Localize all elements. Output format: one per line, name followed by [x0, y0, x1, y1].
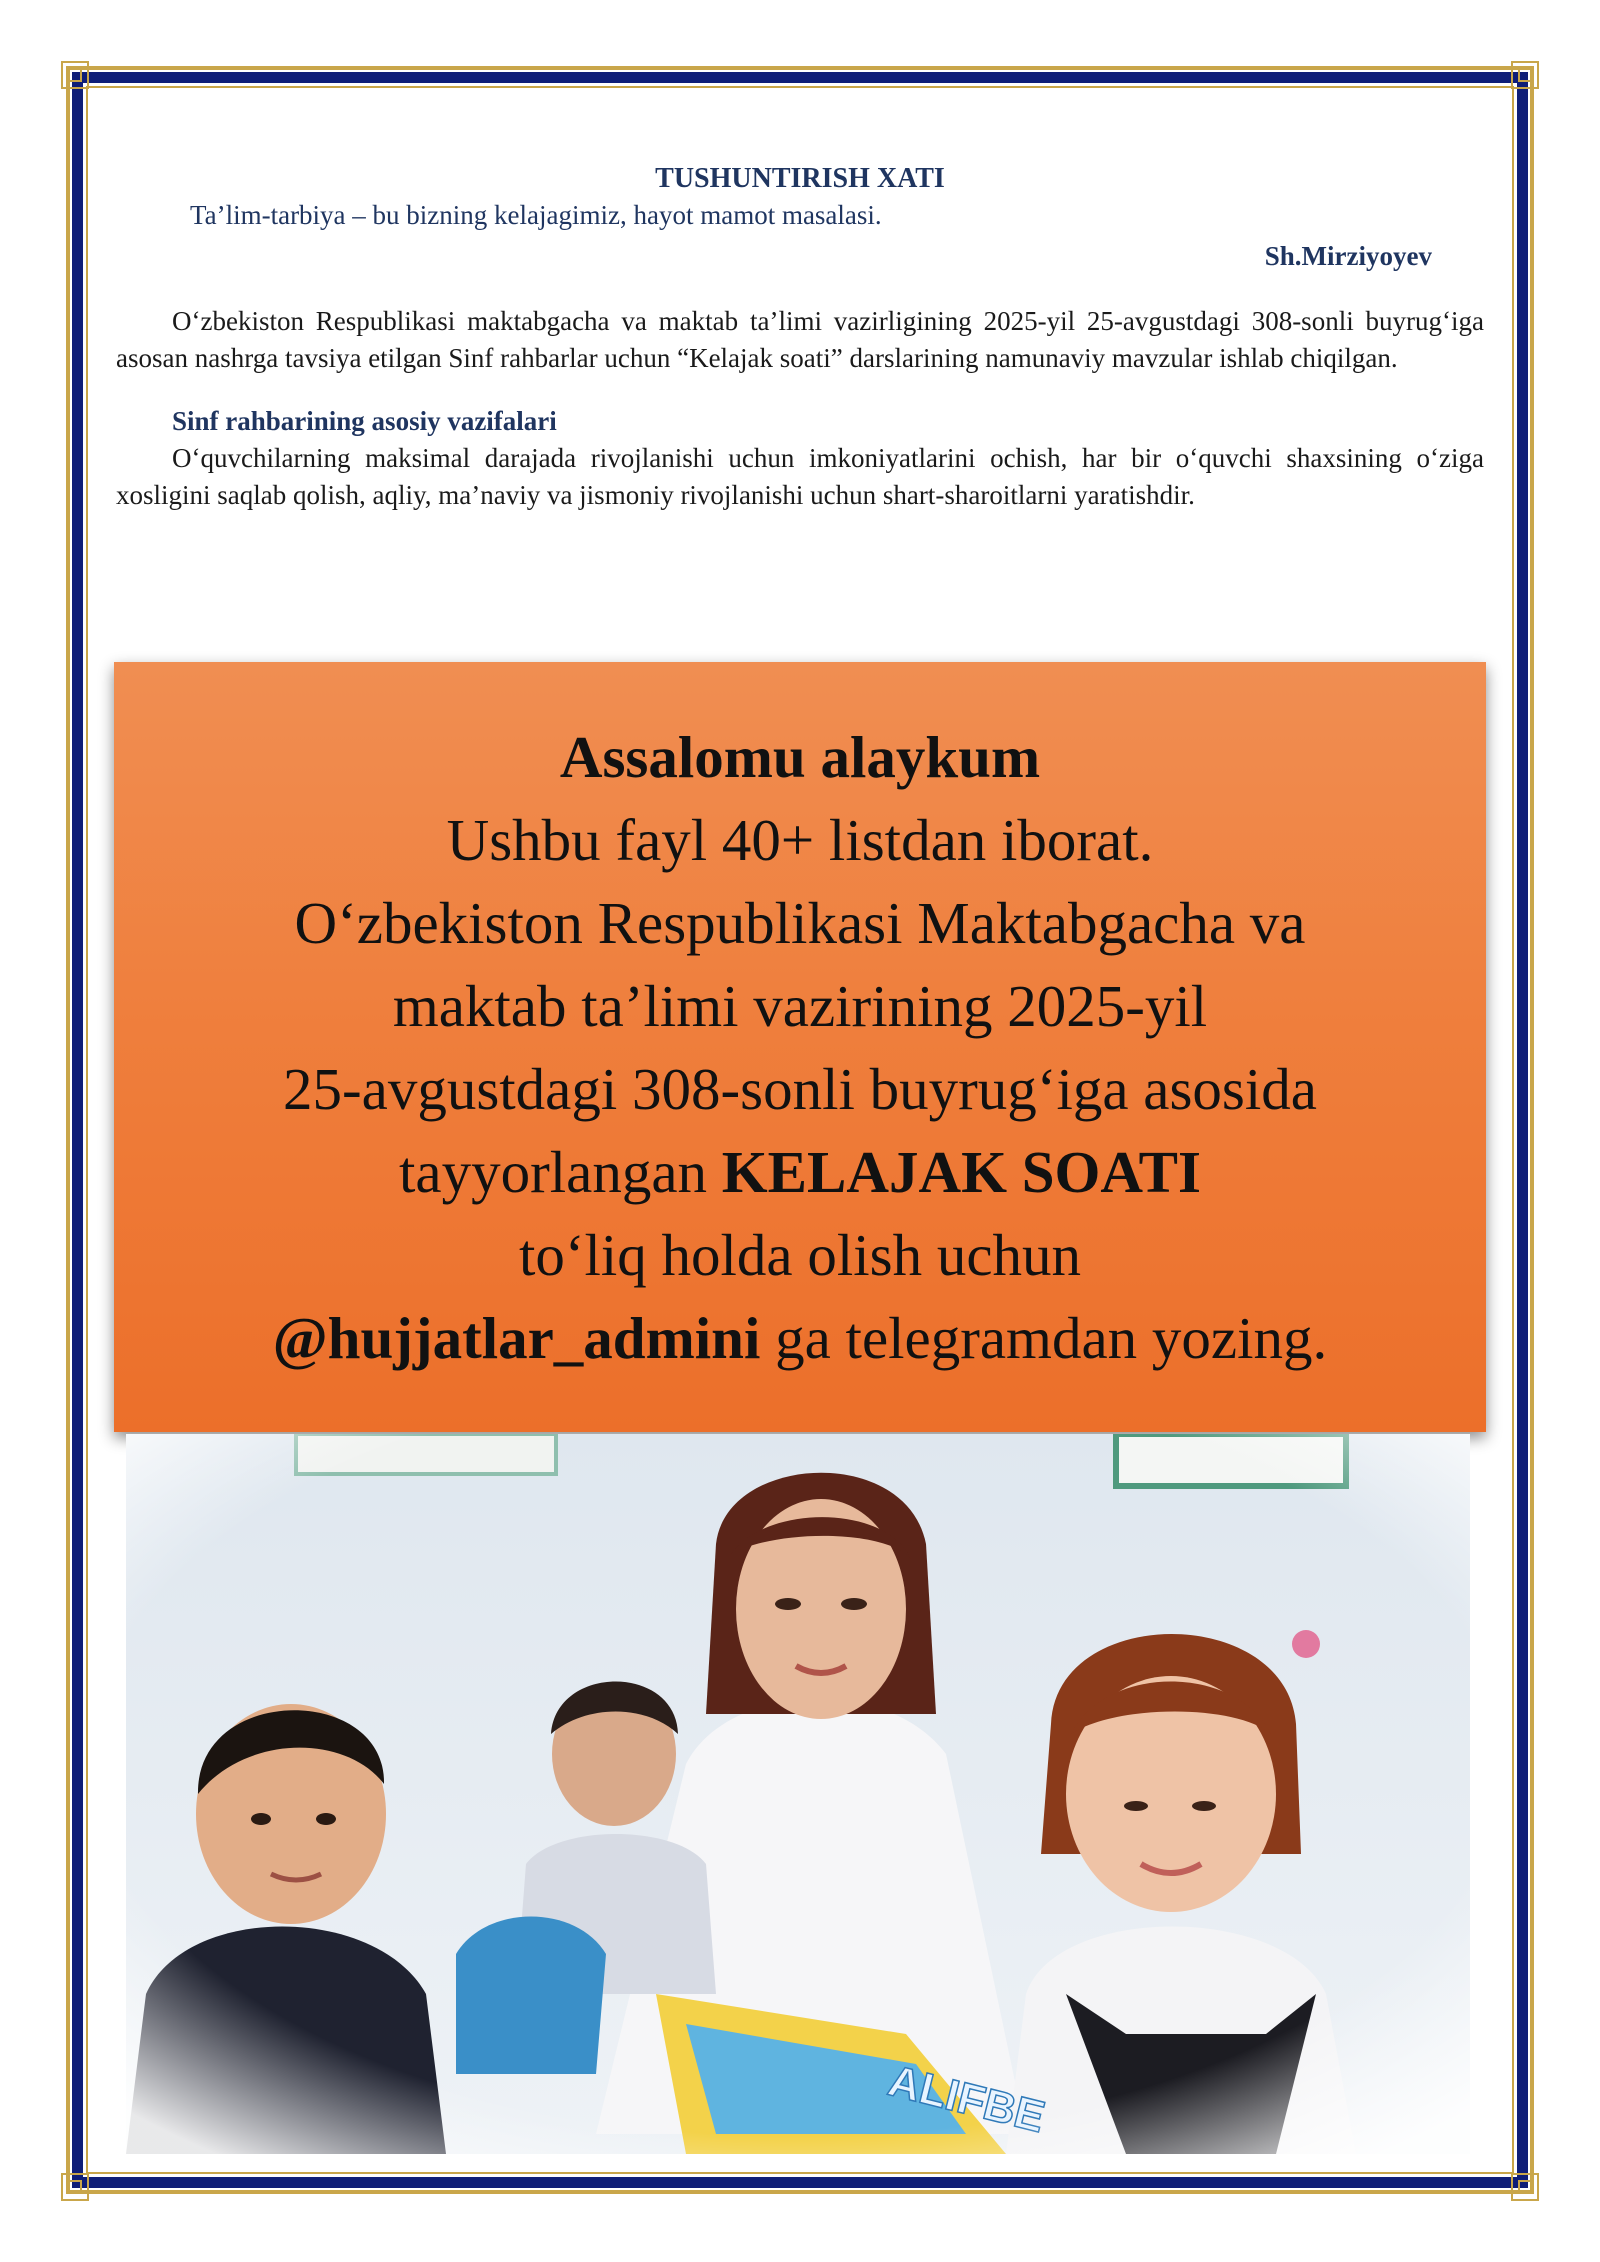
banner-line	[114, 1131, 1486, 1214]
banner-line: maktab ta’limi vazirining 2025-yil	[392, 973, 1208, 1039]
document-title: TUSHUNTIRISH XATI	[655, 163, 945, 194]
frame-corner-ornament-icon	[1510, 2172, 1540, 2202]
duties-paragraph: O‘quvchilarning maksimal darajada rivojlanishi uchun imkoniyatlarini ochish, har bir o‘quvchi shaxsining o‘ziga xosligini saqlab qolish, aqliy, ma’naviy va jismoniy rivojlanishi uchun shart-sharoitlarni yaratishdir.	[116, 443, 1484, 510]
banner-line: 25-avgustdagi 308-sonli buyrug‘iga asosida	[283, 1056, 1317, 1122]
banner-line	[114, 1297, 1486, 1380]
epigraph-author: Sh.Mirziyoyev	[1264, 241, 1432, 271]
banner-highlight: KELAJAK SOATI	[721, 1139, 1201, 1205]
banner-line: O‘zbekiston Respublikasi Maktabgacha va	[294, 890, 1306, 956]
document-body	[116, 160, 1484, 514]
banner-text: ga telegramdan yozing.	[760, 1305, 1328, 1371]
frame-corner-ornament-icon	[60, 60, 90, 90]
section-heading: Sinf rahbarining asosiy vazifalari	[172, 406, 557, 436]
banner-line: Ushbu fayl 40+ listdan iborat.	[446, 807, 1154, 873]
banner-greeting: Assalomu alaykum	[559, 724, 1041, 790]
epigraph-quote: Ta’lim-tarbiya – bu bizning kelajagimiz, hayot mamot masalasi.	[190, 200, 882, 230]
frame-corner-ornament-icon	[60, 2172, 90, 2202]
classroom-photo	[126, 1434, 1470, 2154]
photo-vignette	[126, 1434, 1470, 2154]
banner-line: to‘liq holda olish uchun	[518, 1222, 1082, 1288]
classroom-illustration	[126, 1434, 1470, 2154]
promo-banner	[114, 662, 1486, 1432]
telegram-handle-link[interactable]: @hujjatlar_admini	[272, 1305, 761, 1371]
intro-paragraph: O‘zbekiston Respublikasi maktabgacha va maktab ta’limi vazirligining 2025-yil 25-avgustdagi 308-sonli buyrug‘iga asosan nashrga tavsiya etilgan Sinf rahbarlar uchun “Kelajak soati” darslarining namunaviy mavzular ishlab chiqilgan.	[116, 306, 1484, 373]
frame-corner-ornament-icon	[1510, 60, 1540, 90]
banner-text: tayyorlangan	[399, 1139, 722, 1205]
